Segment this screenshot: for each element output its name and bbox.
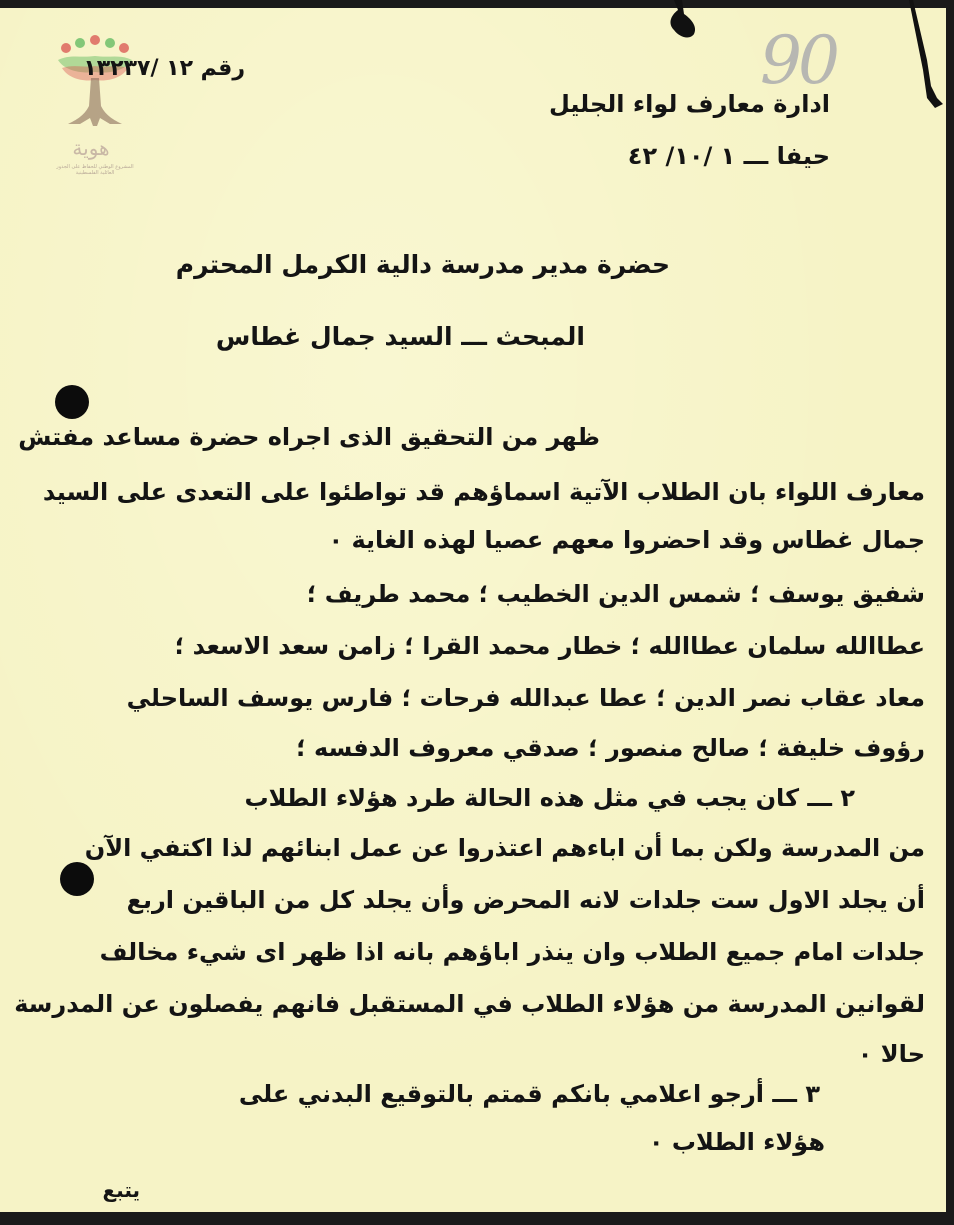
issuing-office: ادارة معارف لواء الجليل — [548, 90, 830, 118]
body-line: ٣ ـــ أرجو اعلامي بانكم قمتم بالتوقيع البدني على — [238, 1080, 820, 1108]
student-names-row: معاد عقاب نصر الدين ؛ عطا عبدالله فرحات ؛ فارس يوسف الساحلي — [126, 684, 925, 712]
body-line: لقوانين المدرسة من هؤلاء الطلاب في المستقبل فانهم يفصلون عن المدرسة — [14, 990, 925, 1018]
watermark-name: هوية — [72, 136, 110, 160]
scan-edge-bottom — [0, 1212, 954, 1225]
body-line: ظهر من التحقيق الذى اجراه حضرة مساعد مفتش — [18, 423, 600, 451]
scan-edge-top — [0, 0, 954, 8]
body-line: حالا ٠ — [857, 1040, 925, 1068]
body-line: جمال غطاس وقد احضروا معهم عصيا لهذه الغاية ٠ — [328, 526, 925, 554]
student-names-row: رؤوف خليفة ؛ صالح منصور ؛ صدقي معروف الدفسه ؛ — [296, 734, 925, 762]
place-and-date: حيفا ـــ ١ /١٠/ ٤٢ — [627, 142, 830, 170]
student-names-row: شفيق يوسف ؛ شمس الدين الخطيب ؛ محمد طريف ؛ — [306, 580, 925, 608]
body-line: جلدات امام جميع الطلاب وان ينذر اباؤهم بانه اذا ظهر اى شيء مخالف — [99, 938, 925, 966]
body-line: ٢ ـــ كان يجب في مثل هذه الحالة طرد هؤلاء الطلاب — [244, 784, 855, 812]
body-line: معارف اللواء بان الطلاب الآتية اسماؤهم قد تواطئوا على التعدى على السيد — [42, 478, 925, 506]
subject-line: المبحث ـــ السيد جمال غطاس — [215, 322, 585, 351]
reference-number: رقم ١٢ /١٣٢٣٧ — [83, 56, 245, 81]
body-line: هؤلاء الطلاب ٠ — [648, 1128, 825, 1156]
scan-edge-right — [946, 0, 954, 1225]
body-line: من المدرسة ولكن بما أن اباءهم اعتذروا عن عمل ابنائهم لذا اكتفي الآن — [84, 834, 925, 862]
punch-hole-top — [55, 385, 89, 419]
body-line: أن يجلد الاول ست جلدات لانه المحرض وأن يجلد كل من الباقين اربع — [126, 886, 925, 914]
handwritten-archive-number: 90 — [760, 22, 836, 99]
student-names-row: عطاالله سلمان عطاالله ؛ خطار محمد القرا ؛ زامن سعد الاسعد ؛ — [174, 632, 925, 660]
recipient-line: حضرة مدير مدرسة دالية الكرمل المحترم — [175, 250, 670, 279]
ink-blot-icon — [660, 0, 700, 44]
continuation-note: يتبع — [102, 1178, 140, 1202]
watermark-caption: المشروع الوطني للحفاظ على الجذور العائلية الفلسطينية — [56, 164, 134, 176]
scan-mark-icon — [905, 0, 950, 120]
